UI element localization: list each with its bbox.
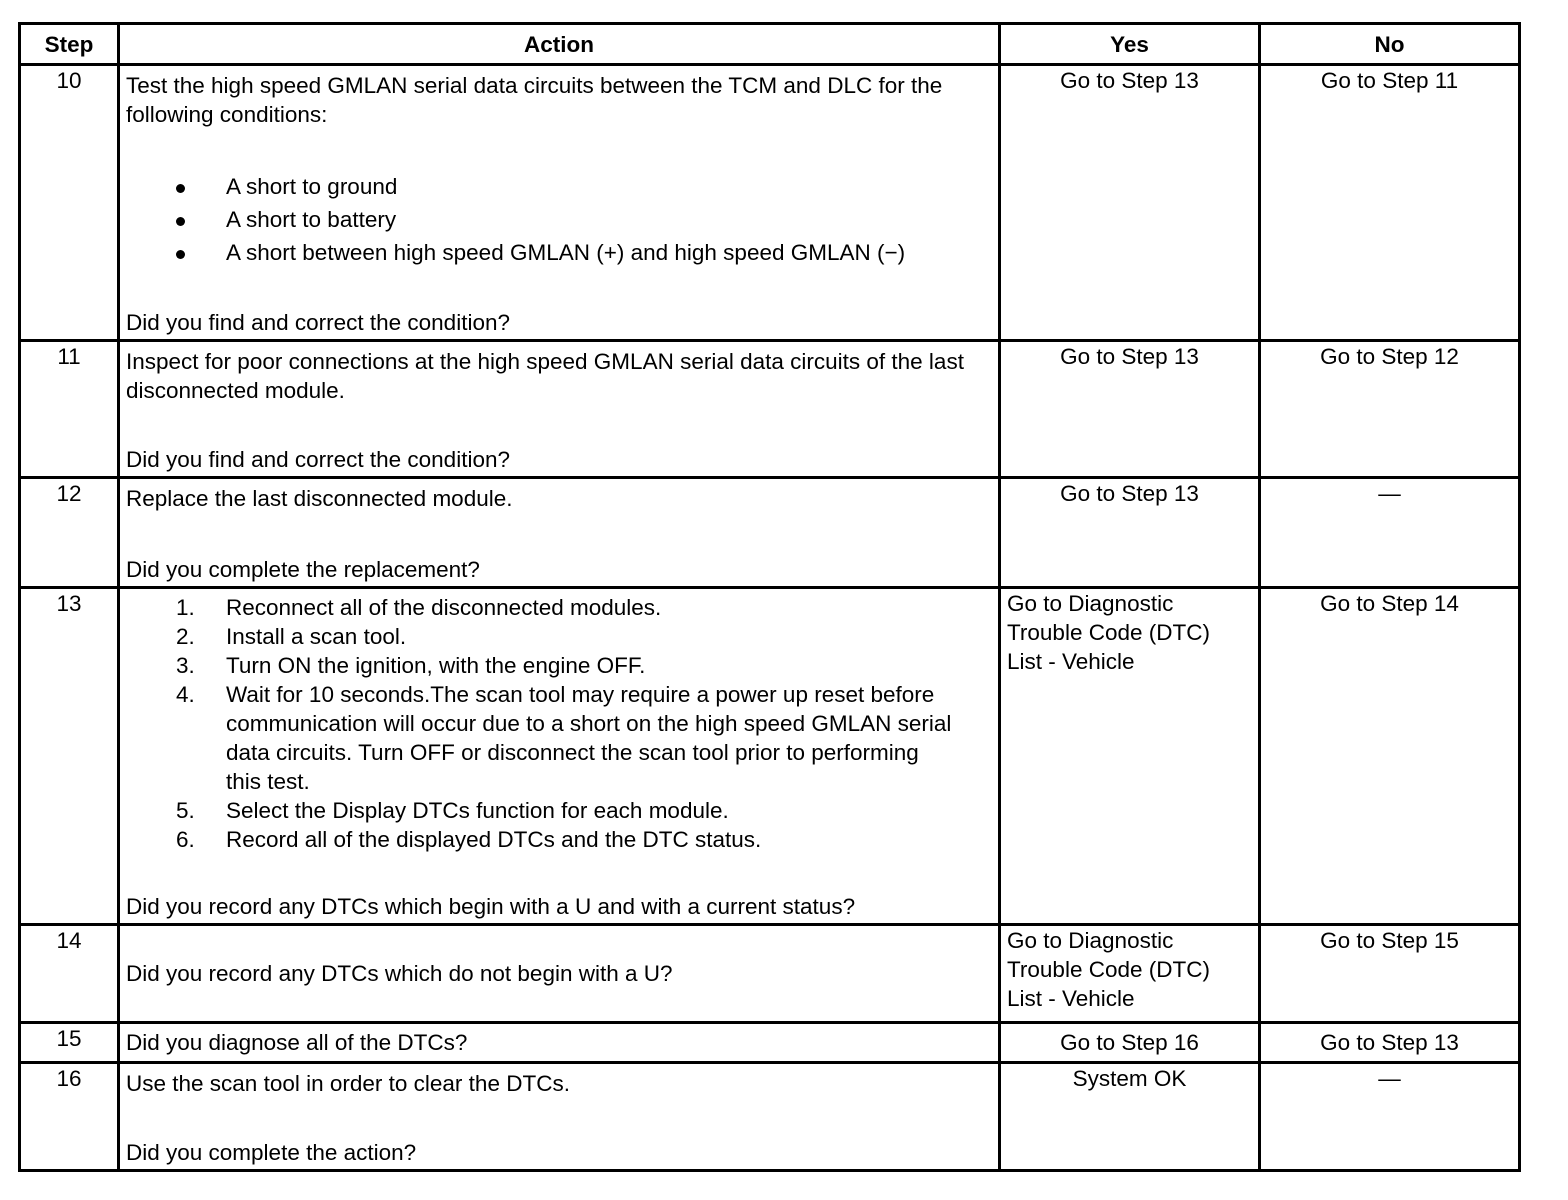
step-number: 14	[20, 925, 119, 1023]
list-item: 6. Record all of the displayed DTCs and the DTC status.	[176, 827, 762, 852]
header-step: Step	[20, 24, 119, 65]
table-row	[20, 588, 1520, 925]
list-item: 4. Wait for 10 seconds.The scan tool may require a power up reset before communication will occur due to a short on the high speed GMLAN serial data circuits. Turn OFF or disconnect the scan tool prior to performing this test.	[176, 682, 952, 794]
table-row	[20, 65, 1520, 341]
action-question: Did you complete the replacement?	[126, 557, 480, 582]
yes-result: Go to Step 16	[1000, 1023, 1260, 1063]
bullet-icon	[176, 184, 185, 193]
action-cell	[119, 925, 1000, 1023]
step-number: 12	[20, 478, 119, 588]
action-intro: Inspect for poor connections at the high speed GMLAN serial data circuits of the last disconnected module.	[126, 349, 964, 403]
action-intro: Replace the last disconnected module.	[126, 486, 513, 511]
no-result: —	[1260, 478, 1520, 588]
table-row	[20, 478, 1520, 588]
action-intro: Test the high speed GMLAN serial data circuits between the TCM and DLC for the following conditions:	[126, 73, 943, 127]
step-number: 10	[20, 65, 119, 341]
action-question: Did you record any DTCs which begin with a U and with a current status?	[126, 894, 856, 919]
list-item: 3. Turn ON the ignition, with the engine OFF.	[176, 653, 646, 678]
no-result: —	[1260, 1063, 1520, 1171]
header-yes: Yes	[1000, 24, 1260, 65]
action-cell	[119, 65, 1000, 341]
header-no: No	[1260, 24, 1520, 65]
condition-list	[120, 170, 998, 269]
procedure-list	[120, 589, 998, 854]
header-action: Action	[119, 24, 1000, 65]
no-result: Go to Step 15	[1260, 925, 1520, 1023]
yes-result: Go to Step 13	[1000, 65, 1260, 341]
table-row	[20, 925, 1520, 1023]
yes-result: Go to Step 13	[1000, 478, 1260, 588]
yes-result: Go to Diagnostic Trouble Code (DTC) List - Vehicle	[1000, 925, 1260, 1023]
list-item: A short to ground	[120, 170, 998, 203]
step-number: 16	[20, 1063, 119, 1171]
action-question: Did you find and correct the condition?	[126, 310, 510, 335]
list-item: A short between high speed GMLAN (+) and high speed GMLAN (−)	[120, 236, 998, 269]
action-cell	[119, 341, 1000, 478]
action-question: Did you record any DTCs which do not begin with a U?	[126, 961, 673, 986]
table-row	[20, 1063, 1520, 1171]
diagnostic-table	[18, 22, 1521, 1172]
action-cell	[119, 478, 1000, 588]
table-row	[20, 1023, 1520, 1063]
action-intro: Use the scan tool in order to clear the DTCs.	[126, 1071, 570, 1096]
header-row	[20, 24, 1520, 65]
action-cell	[119, 1063, 1000, 1171]
list-item: A short to battery	[120, 203, 998, 236]
list-item: 1. Reconnect all of the disconnected modules.	[176, 595, 662, 620]
list-item: 2. Install a scan tool.	[176, 624, 407, 649]
action-cell	[119, 588, 1000, 925]
step-number: 13	[20, 588, 119, 925]
no-result: Go to Step 13	[1260, 1023, 1520, 1063]
bullet-icon	[176, 250, 185, 259]
action-question: Did you complete the action?	[126, 1140, 417, 1165]
table-row	[20, 341, 1520, 478]
action-question: Did you find and correct the condition?	[126, 447, 510, 472]
action-cell	[119, 1023, 1000, 1063]
yes-result: System OK	[1000, 1063, 1260, 1171]
step-number: 11	[20, 341, 119, 478]
no-result: Go to Step 14	[1260, 588, 1520, 925]
step-number: 15	[20, 1023, 119, 1063]
no-result: Go to Step 12	[1260, 341, 1520, 478]
no-result: Go to Step 11	[1260, 65, 1520, 341]
yes-result: Go to Step 13	[1000, 341, 1260, 478]
yes-result: Go to Diagnostic Trouble Code (DTC) List - Vehicle	[1000, 588, 1260, 925]
bullet-icon	[176, 217, 185, 226]
action-question: Did you diagnose all of the DTCs?	[126, 1030, 468, 1055]
list-item: 5. Select the Display DTCs function for each module.	[176, 798, 729, 823]
